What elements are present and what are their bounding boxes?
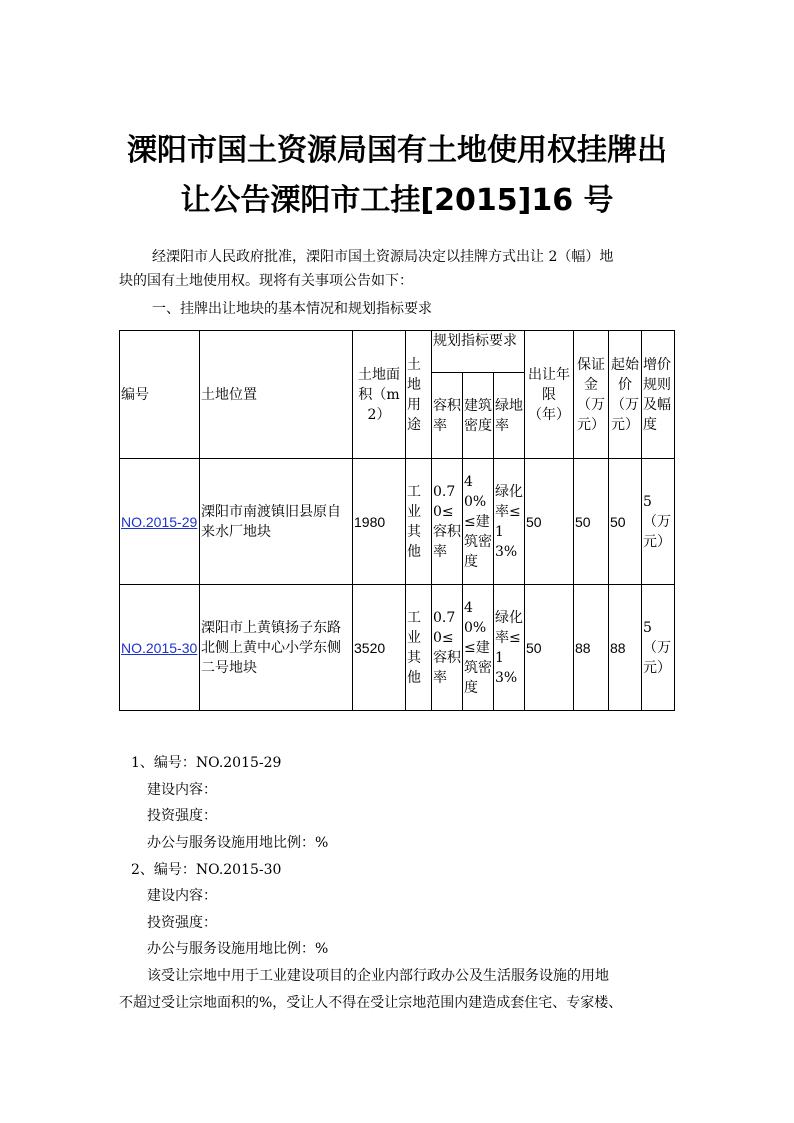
parcel-use: 工业其他 (406, 585, 432, 711)
item-2-content: 建设内容： (147, 888, 217, 904)
parcel-density: 40%≤建筑密度 (463, 459, 494, 585)
header-use: 土地用途 (406, 331, 432, 459)
item-2-investment: 投资强度： (147, 915, 217, 931)
intro-line-2: 块的国有土地使用权。现将有关事项公告如下： (119, 273, 413, 289)
header-planning: 规划指标要求 (432, 331, 525, 373)
header-density: 建筑密度 (463, 373, 494, 459)
parcel-area: 1980 (353, 459, 406, 585)
parcel-increment: 5（万元） (642, 459, 675, 585)
header-increment: 增价规则及幅度 (642, 331, 675, 459)
parcel-far: 0.70≤容积率 (432, 459, 463, 585)
parcel-green: 绿化率≤13% (494, 459, 525, 585)
header-id: 编号 (120, 331, 200, 459)
item-1-investment: 投资强度： (147, 808, 217, 824)
header-years: 出让年限（年） (525, 331, 574, 459)
parcel-density: 40%≤建筑密度 (463, 585, 494, 711)
parcel-location: 溧阳市南渡镇旧县原自来水厂地块 (200, 459, 353, 585)
table-row (120, 459, 675, 585)
parcel-far: 0.70≤容积率 (432, 585, 463, 711)
intro-line-1: 经溧阳市人民政府批准，溧阳市国土资源局决定以挂牌方式出让 2（幅）地 (152, 249, 614, 265)
parcel-years: 50 (525, 459, 574, 585)
parcel-area: 3520 (353, 585, 406, 711)
parcel-deposit: 50 (574, 459, 609, 585)
parcel-start-price: 50 (609, 459, 642, 585)
section-heading: 一、挂牌出让地块的基本情况和规划指标要求 (152, 301, 432, 317)
parcel-location: 溧阳市上黄镇扬子东路北侧上黄中心小学东侧二号地块 (200, 585, 353, 711)
header-deposit: 保证金（万元） (574, 331, 609, 459)
header-location: 土地位置 (200, 331, 353, 459)
parcel-years: 50 (525, 585, 574, 711)
item-1-ratio: 办公与服务设施用地比例：% (147, 835, 329, 851)
parcel-id-link[interactable]: NO.2015-29 (120, 459, 200, 585)
parcel-id-link[interactable]: NO.2015-30 (120, 585, 200, 711)
header-green: 绿地率 (494, 373, 525, 459)
header-far: 容积率 (432, 373, 463, 459)
item-2-ratio: 办公与服务设施用地比例：% (147, 941, 329, 957)
parcel-start-price: 88 (609, 585, 642, 711)
parcel-green: 绿化率≤13% (494, 585, 525, 711)
header-start-price: 起始价（万元） (609, 331, 642, 459)
header-area: 土地面积（m2） (353, 331, 406, 459)
table-row (120, 585, 675, 711)
parcel-deposit: 88 (574, 585, 609, 711)
document-title-line-2: 让公告溧阳市工挂[2015]16 号 (180, 183, 614, 218)
parcel-increment: 5（万元） (642, 585, 675, 711)
item-1-heading: 1、编号：NO.2015-29 (131, 755, 282, 771)
parcel-use: 工业其他 (406, 459, 432, 585)
item-1-content: 建设内容： (147, 782, 217, 798)
closing-line-2: 不超过受让宗地面积的%，受让人不得在受让宗地范围内建造成套住宅、专家楼、 (119, 995, 623, 1011)
land-parcel-table (119, 330, 675, 711)
closing-line-1: 该受让宗地中用于工业建设项目的企业内部行政办公及生活服务设施的用地 (147, 968, 609, 984)
item-2-heading: 2、编号：NO.2015-30 (131, 862, 282, 878)
document-title-line-1: 溧阳市国土资源局国有土地使用权挂牌出 (127, 133, 667, 168)
